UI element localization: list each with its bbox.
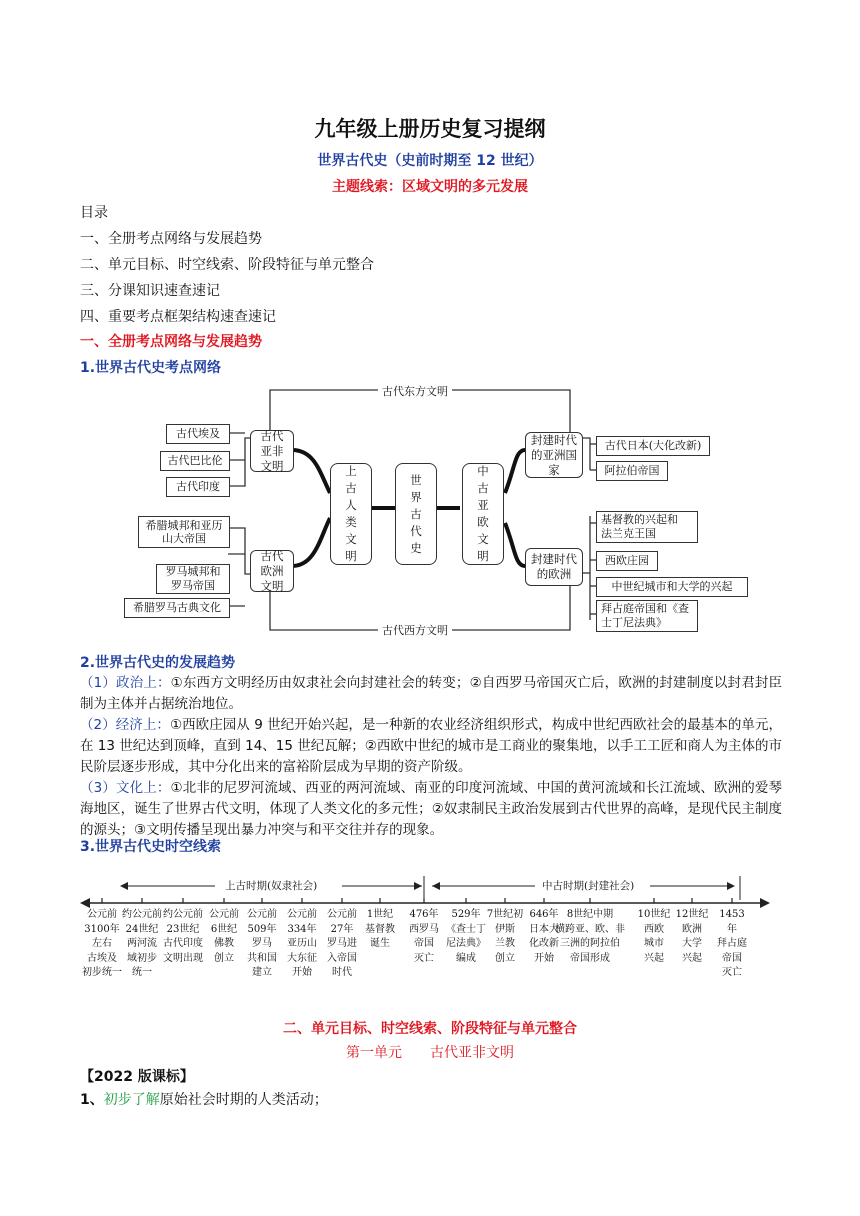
node-arab-empire: 阿拉伯帝国 — [596, 461, 668, 481]
node-byzantine-text: 拜占庭帝国和《查士丁尼法典》 — [601, 602, 689, 629]
node-asia-africa-text: 古代亚非文明 — [260, 428, 284, 473]
trend-culture — [80, 778, 782, 841]
node-medieval-civilization — [462, 463, 504, 565]
trend-economy-label: （2）经济上： — [80, 717, 170, 733]
node-world-ancient-history — [395, 463, 437, 565]
subheading-trend: 2.世界古代史的发展趋势 — [80, 655, 236, 671]
node-ancient-india: 古代印度 — [166, 477, 230, 497]
trend-economy — [80, 715, 782, 778]
timeline-event: 约公元前 23世纪 古代印度 文明出现 — [163, 909, 203, 964]
timeline-event: 12世纪 欧洲 大学 兴起 — [675, 909, 709, 964]
node-christianity-franks — [596, 511, 698, 543]
node-rome-text: 罗马城邦和罗马帝国 — [165, 565, 221, 592]
toc-item: 二、单元目标、时空线索、阶段特征与单元整合 — [80, 257, 374, 273]
timeline-event: 529年 《查士丁 尼法典》 编成 — [446, 909, 486, 964]
page-title: 九年级上册历史复习提纲 — [314, 117, 546, 141]
node-rome — [156, 564, 230, 594]
node-feudal-europe-text: 封建时代的欧洲 — [531, 552, 577, 581]
timeline-event: 476年 西罗马 帝国 灭亡 — [409, 909, 439, 964]
node-babylon: 古代巴比伦 — [160, 451, 230, 471]
timeline-event: 10世纪 西欧 城市 兴起 — [637, 909, 671, 964]
node-ancient-civilization — [330, 463, 372, 565]
trend-culture-label: （3）文化上： — [80, 780, 171, 796]
node-christianity-franks-text: 基督教的兴起和法兰克王国 — [601, 513, 678, 540]
node-asia-africa — [250, 430, 294, 472]
toc-item: 一、全册考点网络与发展趋势 — [80, 231, 262, 247]
requirement-level: 初步了解 — [103, 1092, 160, 1108]
node-medieval-civilization-text: 中古亚欧文明 — [477, 464, 489, 563]
section-heading-1: 一、全册考点网络与发展趋势 — [80, 334, 262, 350]
subheading-network: 1.世界古代史考点网络 — [80, 360, 222, 376]
label-eastern-civilization: 古代东方文明 — [378, 383, 452, 399]
subtitle-era: 世界古代史（史前时期至 12 世纪） — [317, 153, 543, 169]
node-ancient-egypt: 古代埃及 — [166, 424, 230, 444]
unit-title: 第一单元 古代亚非文明 — [346, 1045, 514, 1061]
timeline — [80, 868, 770, 998]
era-ancient: 上古时期(奴隶社会) — [225, 880, 318, 892]
timeline-event: 7世纪初 伊斯 兰教 创立 — [486, 909, 524, 964]
timeline-event: 公元前 6世纪 佛教 创立 — [209, 909, 239, 964]
label-western-civilization: 古代西方文明 — [378, 622, 452, 638]
timeline-event: 1世纪 基督教 诞生 — [365, 909, 395, 949]
subheading-timeline: 3.世界古代史时空线索 — [80, 839, 222, 855]
node-ancient-civilization-text: 上古人类文明 — [345, 464, 357, 563]
trend-politics-label: （1）政治上： — [80, 675, 171, 691]
node-cities-universities: 中世纪城市和大学的兴起 — [596, 577, 748, 597]
toc-heading: 目录 — [80, 205, 108, 221]
requirement-text: 原始社会时期的人类活动； — [159, 1092, 328, 1108]
trend-economy-text: ①西欧庄园从 9 世纪开始兴起，是一种新的农业经济组织形式，构成中世纪西欧社会的最基本的单元，在 13 世纪达到顶峰，直到 14、15 世纪瓦解；②西欧中世纪的城市是工商业的聚集地，以手工工匠和商人为主体的市民阶层逐步形成，其中分化出来的富裕阶层成为早期的资产阶级。 — [80, 717, 782, 775]
timeline-event: 公元前 334年 亚历山 大东征 开始 — [287, 909, 317, 978]
node-europe — [250, 550, 294, 592]
node-byzantine — [596, 600, 698, 632]
timeline-event: 约公元前 24世纪 两河流 域初步 统一 — [122, 909, 162, 978]
toc-item: 三、分课知识速查速记 — [80, 283, 220, 299]
node-greece-alexander-text: 希腊城邦和亚历山大帝国 — [145, 519, 223, 545]
node-europe-text: 古代欧洲文明 — [260, 548, 284, 593]
timeline-event: 1453年 拜占庭 帝国 灭亡 — [717, 909, 747, 978]
curriculum-standard: 【2022 版课标】 — [80, 1069, 194, 1085]
node-feudal-europe — [525, 548, 583, 586]
trend-politics-text: ①东西方文明经历由奴隶社会向封建社会的转变；②自西罗马帝国灭亡后，欧洲的封建制度以封君封臣制为主体并占据统治地位。 — [80, 675, 782, 712]
section-heading-2: 二、单元目标、时空线索、阶段特征与单元整合 — [283, 1021, 577, 1037]
node-japan: 古代日本(大化改新) — [596, 436, 710, 456]
node-feudal-asia-text: 封建时代的亚洲国家 — [531, 432, 577, 477]
subtitle-theme: 主题线索：区域文明的多元发展 — [332, 179, 528, 195]
timeline-event: 646年 日本大 化改新 开始 — [529, 909, 559, 964]
timeline-event: 公元前 3100年左右 古埃及 初步统一 — [82, 909, 122, 978]
node-greece-alexander — [138, 516, 230, 548]
node-world-ancient-history-text: 世界古代史 — [410, 472, 422, 555]
timeline-event: 公元前 27年 罗马进 入帝国 时代 — [327, 909, 357, 978]
node-manor: 西欧庄园 — [596, 551, 658, 571]
timeline-event: 公元前 509年 罗马 共和国 建立 — [247, 909, 277, 978]
toc-item: 四、重要考点框架结构速查速记 — [80, 309, 276, 325]
node-feudal-asia — [525, 432, 583, 478]
knowledge-network-diagram — [120, 378, 760, 640]
standard-item-1 — [80, 1089, 328, 1109]
item-number: 1、 — [80, 1092, 104, 1108]
era-medieval: 中古时期(封建社会) — [542, 880, 635, 892]
timeline-event: 8世纪中期 横跨亚、欧、非 三洲的阿拉伯 帝国形成 — [555, 909, 625, 964]
trend-politics — [80, 673, 782, 715]
node-classical-culture: 希腊罗马古典文化 — [124, 598, 230, 618]
trend-culture-text: ①北非的尼罗河流域、西亚的两河流域、南亚的印度河流域、中国的黄河流域和长江流域、欧洲的爱琴海地区，诞生了世界古代文明，体现了人类文化的多元性；②奴隶制民主政治发展到古代世界的高峰，是现代民主制度的源头；③文明传播呈现出暴力冲突与和平交往并存的现象。 — [80, 780, 783, 838]
